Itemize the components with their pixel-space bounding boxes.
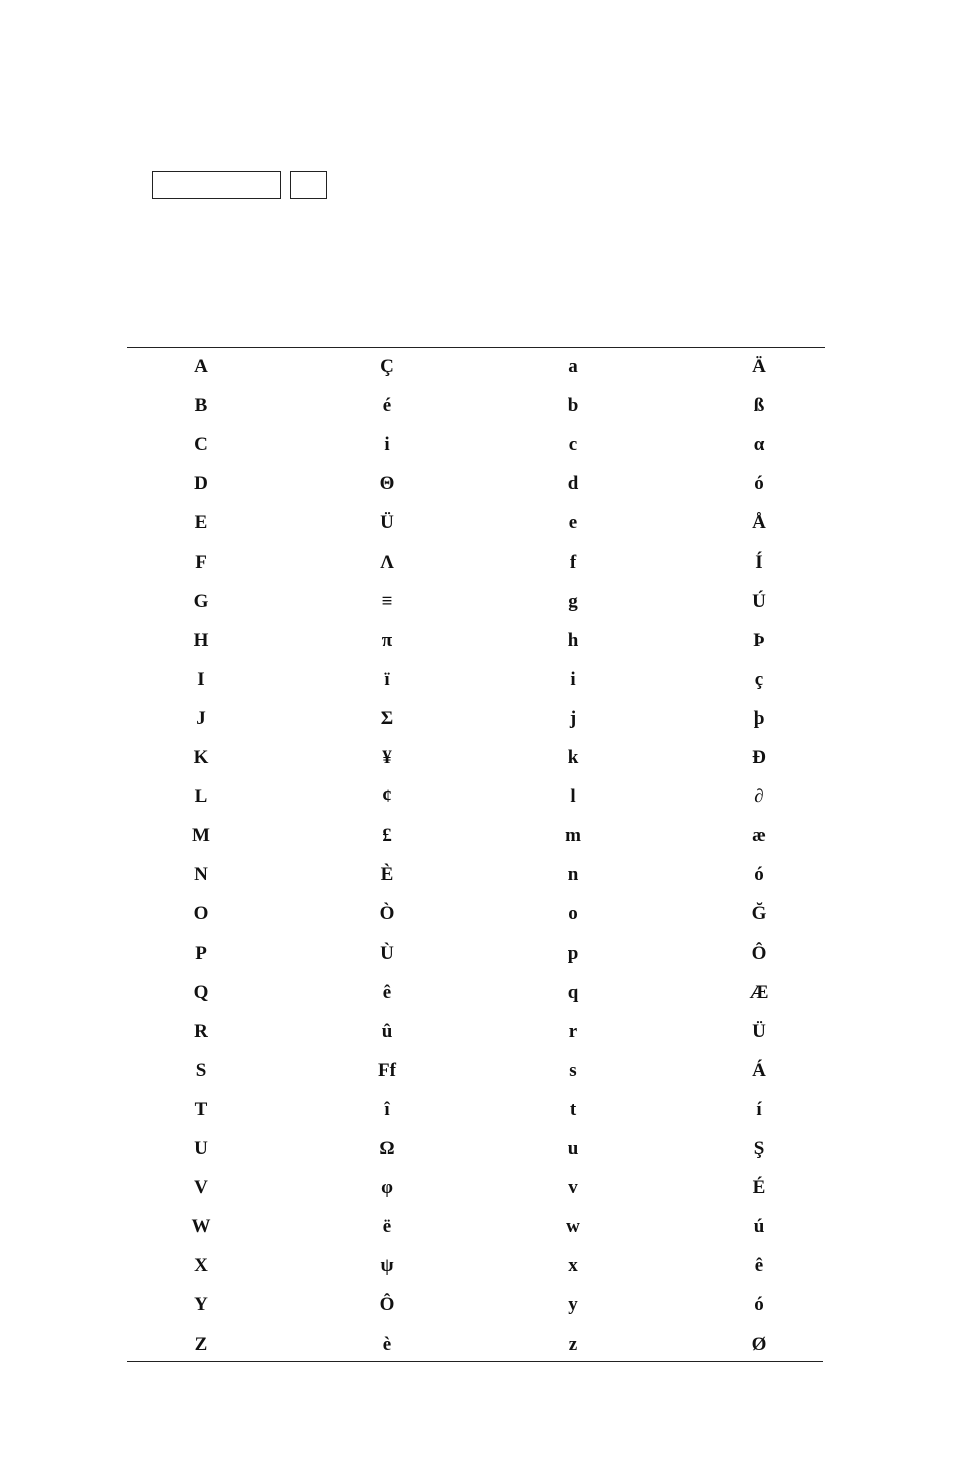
table-row <box>127 777 825 816</box>
table-row <box>127 543 825 582</box>
table-cell: Σ <box>380 707 394 729</box>
table-cell: y <box>568 1294 578 1316</box>
table-cell: È <box>380 864 394 886</box>
character-table <box>127 347 825 1361</box>
table-cell: Ù <box>380 942 394 964</box>
table-cell: é <box>382 395 392 417</box>
table-cell: b <box>567 395 579 417</box>
table-cell: j <box>569 707 577 729</box>
table-cell: φ <box>381 1177 393 1199</box>
table-row <box>127 660 825 699</box>
table-cell: Z <box>194 1333 208 1355</box>
table-cell: V <box>194 1177 208 1199</box>
table-cell: J <box>196 707 206 729</box>
table-cell: x <box>568 1255 578 1277</box>
table-row <box>127 1246 825 1285</box>
table-row <box>127 1207 825 1246</box>
table-cell: í <box>756 1098 762 1120</box>
table-cell: ó <box>754 1294 764 1316</box>
header-box-wide <box>152 171 281 199</box>
table-cell: l <box>570 786 576 808</box>
table-cell: n <box>567 864 579 886</box>
table-cell: a <box>568 356 578 377</box>
table-cell: ï <box>384 668 390 690</box>
table-cell: Đ <box>752 747 766 768</box>
table-cell: u <box>567 1138 579 1159</box>
table-cell: Á <box>752 1059 766 1081</box>
table-row <box>127 1090 825 1129</box>
table-cell: S <box>195 1059 207 1081</box>
table-cell: Ω <box>379 1138 395 1159</box>
header-box-small <box>290 171 327 199</box>
table-cell: C <box>194 434 208 456</box>
table-cell: Ä <box>752 356 766 377</box>
table-cell: Ô <box>379 1294 395 1316</box>
table-cell: Ô <box>751 942 767 964</box>
table-cell: R <box>194 1020 208 1042</box>
table-row <box>127 1129 825 1168</box>
table-cell: P <box>195 942 207 964</box>
table-cell: ë <box>382 1216 392 1238</box>
table-row <box>127 1051 825 1090</box>
table-cell: D <box>194 473 208 495</box>
table-cell: v <box>568 1177 578 1199</box>
table-row <box>127 1168 825 1207</box>
table-cell: ß <box>753 395 765 417</box>
table-bottom-rule <box>127 1361 823 1362</box>
table-cell: B <box>194 395 208 417</box>
table-cell: k <box>567 747 579 768</box>
table-cell: N <box>194 864 208 886</box>
table-row <box>127 934 825 973</box>
table-cell: z <box>568 1333 578 1355</box>
table-cell: K <box>193 747 209 768</box>
table-cell: g <box>568 590 578 612</box>
table-cell: ≡ <box>381 590 393 612</box>
table-cell: Ü <box>752 1020 766 1042</box>
table-cell: o <box>568 903 578 925</box>
table-cell: E <box>194 512 208 534</box>
table-cell: Y <box>194 1294 208 1316</box>
table-cell: h <box>567 629 579 651</box>
table-row <box>127 425 825 464</box>
table-row <box>127 1285 825 1324</box>
table-cell: è <box>382 1333 392 1355</box>
table-cell: Ç <box>380 356 394 377</box>
table-cell: æ <box>752 825 766 847</box>
table-cell: Ş <box>753 1138 765 1159</box>
table-row <box>127 894 825 933</box>
table-row <box>127 464 825 503</box>
table-cell: α <box>753 434 765 456</box>
table-cell: i <box>384 434 390 456</box>
table-row <box>127 1012 825 1051</box>
table-cell: L <box>194 786 208 808</box>
table-cell: û <box>381 1020 393 1042</box>
table-cell: Ü <box>380 512 394 534</box>
table-cell: Ø <box>751 1333 767 1355</box>
table-cell: G <box>193 590 209 612</box>
table-row <box>127 582 825 621</box>
table-row <box>127 855 825 894</box>
table-cell: W <box>191 1216 211 1238</box>
table-cell: m <box>565 825 581 847</box>
table-cell: s <box>569 1059 577 1081</box>
table-cell: ψ <box>380 1255 394 1277</box>
table-cell: ç <box>754 668 764 690</box>
table-cell: ¥ <box>382 747 392 768</box>
table-cell: Í <box>755 551 763 573</box>
table-cell: i <box>570 668 576 690</box>
table-cell: Ff <box>378 1059 396 1081</box>
table-cell: Q <box>193 981 209 1003</box>
table-row <box>127 1325 825 1364</box>
table-cell: r <box>568 1020 578 1042</box>
table-cell: ó <box>754 473 764 495</box>
table-cell: ¢ <box>382 786 392 808</box>
table-cell: f <box>569 551 577 573</box>
table-cell: q <box>567 981 579 1003</box>
table-cell: O <box>193 903 209 925</box>
table-cell: p <box>567 942 579 964</box>
table-row <box>127 738 825 777</box>
table-cell: ú <box>753 1216 765 1238</box>
table-cell: U <box>194 1138 208 1159</box>
table-cell: Θ <box>379 473 395 495</box>
table-cell: ó <box>754 864 764 886</box>
table-cell: Ú <box>752 590 766 612</box>
table-cell: Ò <box>379 903 395 925</box>
table-cell: É <box>752 1177 766 1199</box>
table-row <box>127 621 825 660</box>
table-row <box>127 347 825 386</box>
table-cell: H <box>193 629 209 651</box>
table-cell: e <box>568 512 578 534</box>
table-cell: Λ <box>380 551 394 573</box>
table-row <box>127 973 825 1012</box>
table-cell: π <box>381 629 393 651</box>
table-cell: Þ <box>753 629 765 651</box>
table-row <box>127 503 825 542</box>
table-cell: ê <box>382 981 392 1003</box>
table-cell: I <box>197 668 205 690</box>
table-cell: A <box>194 356 208 377</box>
table-row <box>127 699 825 738</box>
table-cell: M <box>192 825 210 847</box>
table-cell: F <box>195 551 207 573</box>
table-cell: þ <box>753 707 765 729</box>
table-cell: ê <box>754 1255 764 1277</box>
table-cell: w <box>566 1216 580 1238</box>
table-cell: £ <box>382 825 392 847</box>
table-cell: Æ <box>749 981 769 1003</box>
table-row <box>127 816 825 855</box>
table-cell: c <box>568 434 578 456</box>
table-cell: T <box>194 1098 208 1120</box>
table-cell: Ğ <box>751 903 767 925</box>
table-cell: ∂ <box>754 786 764 808</box>
table-cell: î <box>384 1098 390 1120</box>
table-cell: d <box>567 473 579 495</box>
table-cell: t <box>569 1098 577 1120</box>
table-row <box>127 386 825 425</box>
table-cell: Å <box>752 512 766 534</box>
table-cell: X <box>194 1255 208 1277</box>
